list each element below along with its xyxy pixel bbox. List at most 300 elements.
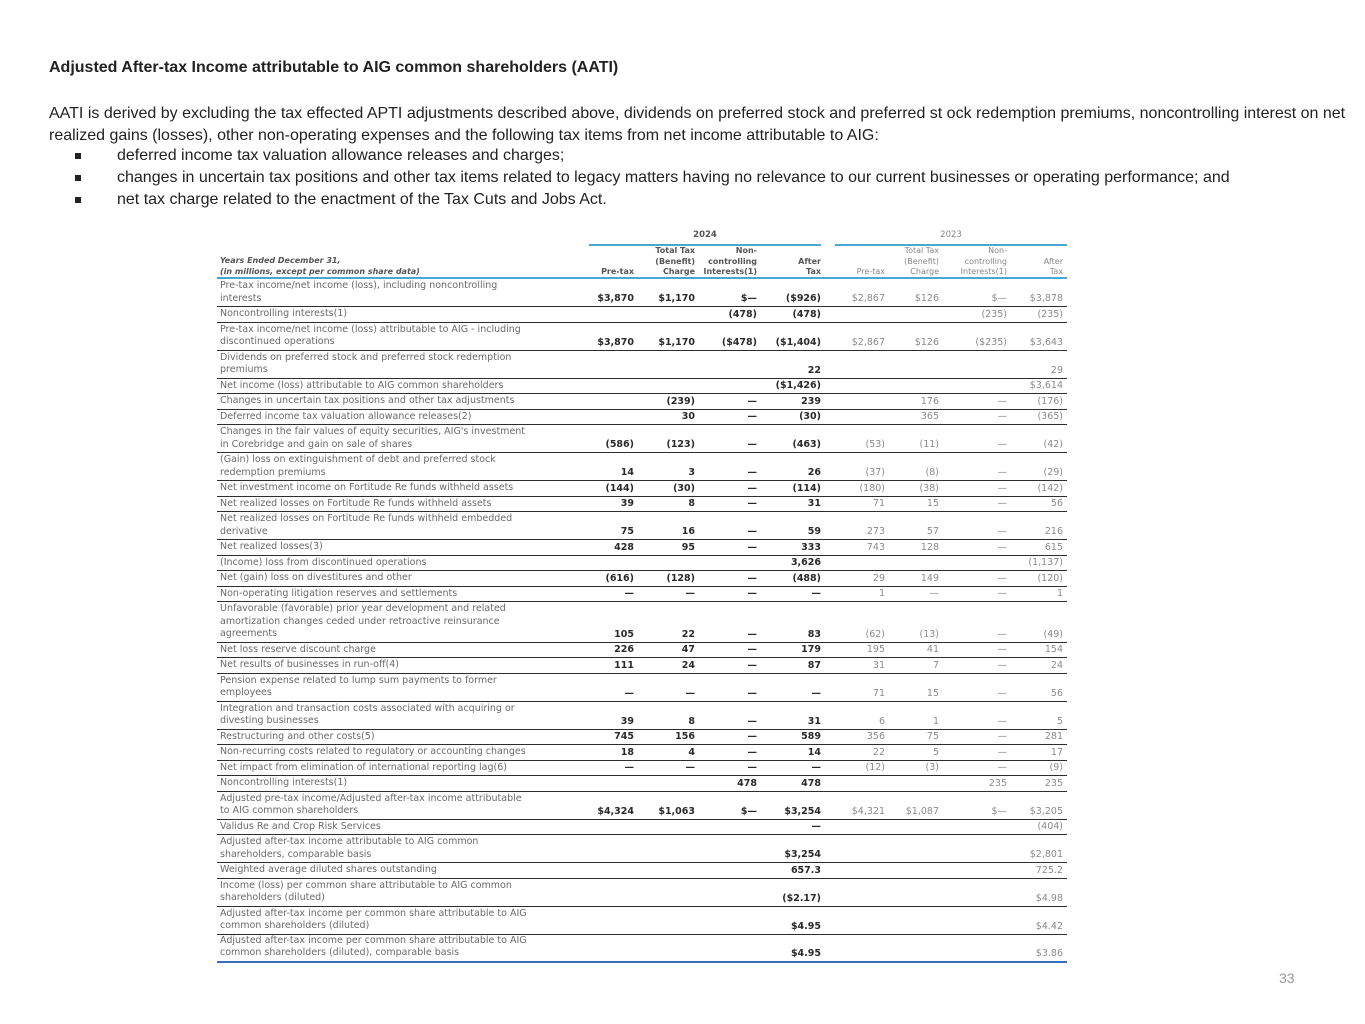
bullet-item	[49, 189, 1230, 211]
table-cell: 14	[620, 467, 634, 478]
table-cell: 83	[807, 628, 821, 640]
row-label-line: Pension expense related to lump sum payments to former	[220, 674, 497, 686]
table-cell: —	[747, 659, 757, 671]
column-header-line: controlling	[964, 256, 1007, 266]
table-cell: $1,063	[658, 805, 695, 817]
row-label-line: Net realized losses on Fortitude Re funds withheld assets	[220, 497, 492, 509]
row-label	[220, 572, 590, 585]
table-cell: 16	[681, 526, 695, 537]
table-cell: $2,867	[851, 293, 885, 304]
row-label-line: Net loss reserve discount charge	[220, 643, 376, 655]
table-row	[217, 453, 1067, 481]
table-cell: 22	[681, 628, 695, 640]
table-cell: —	[747, 526, 757, 537]
table-cell: 87	[807, 659, 821, 671]
row-label-line: Changes in the fair values of equity securities, AIG's investment	[220, 426, 526, 437]
table-cell: ($926)	[785, 293, 821, 304]
square-bullet-icon	[75, 153, 81, 159]
table-cell: (123)	[666, 439, 695, 450]
table-cell: 47	[681, 644, 695, 655]
table-cell: $3,614	[1029, 380, 1063, 391]
row-label	[220, 308, 590, 321]
row-label-line: Income (loss) per common share attributable to AIG common	[220, 879, 512, 891]
table-row	[217, 702, 1067, 730]
table-cell: 71	[872, 687, 885, 699]
table-cell: 41	[926, 644, 939, 655]
table-cell: $—	[740, 293, 757, 304]
table-cell: —	[747, 644, 757, 655]
table-cell: —	[747, 628, 757, 640]
table-cell: 15	[926, 687, 939, 699]
column-header-line: Charge	[910, 267, 939, 276]
row-label	[220, 352, 590, 377]
table-cell: —	[747, 588, 757, 599]
table-cell: (463)	[792, 439, 821, 450]
column-header-line: After	[798, 256, 821, 266]
row-label	[220, 541, 590, 554]
column-header-line: Non-	[735, 246, 757, 255]
row-label	[220, 746, 590, 759]
row-label-line: Net (gain) loss on divestitures and other	[220, 572, 412, 583]
table-cell: —	[747, 411, 757, 422]
table-cell: 478	[737, 777, 757, 789]
table-cell: 22	[807, 364, 821, 376]
row-label-line: to AIG common shareholders	[220, 805, 359, 816]
row-label	[220, 644, 590, 657]
table-cell: 725.2	[1035, 864, 1063, 876]
table-cell: (8)	[925, 467, 939, 478]
table-cell: $3,254	[784, 849, 821, 860]
table-cell: —	[997, 526, 1007, 537]
table-cell: ($1,426)	[775, 380, 821, 391]
square-bullet-icon	[75, 175, 81, 181]
table-row	[217, 394, 1067, 410]
table-cell: —	[747, 467, 757, 478]
table-row	[217, 351, 1067, 379]
row-label-line: employees	[220, 687, 272, 698]
bullet-text: deferred income tax valuation allowance releases and charges;	[117, 147, 565, 164]
column-header-line: Tax	[1049, 267, 1063, 276]
column-header-line: Non-	[988, 246, 1007, 255]
table-cell: —	[747, 746, 757, 758]
table-cell: (488)	[792, 572, 821, 584]
row-label-line: Changes in uncertain tax positions and other tax adjustments	[220, 395, 515, 406]
table-cell: 128	[920, 541, 939, 553]
table-cell: 195	[866, 644, 885, 655]
table-cell: —	[811, 821, 821, 832]
table-cell: 5	[1056, 715, 1063, 727]
table-cell: 15	[926, 498, 939, 509]
column-header	[877, 246, 939, 278]
table-cell: $—	[991, 293, 1007, 304]
table-cell: —	[624, 762, 634, 773]
table-cell: 1	[932, 715, 939, 727]
table-cell: (478)	[728, 308, 757, 320]
table-cell: 31	[807, 498, 821, 509]
row-label-line: redemption premiums	[220, 466, 326, 478]
table-cell: 1	[1056, 588, 1063, 599]
row-label	[220, 864, 590, 877]
table-cell: —	[997, 628, 1007, 640]
table-cell: (62)	[865, 628, 885, 640]
table-cell: $3,870	[597, 293, 634, 304]
table-cell: (29)	[1043, 467, 1063, 478]
column-header	[945, 246, 1007, 278]
row-label	[220, 280, 590, 305]
intro-paragraph: AATI is derived by excluding the tax effected APTI adjustments described above, dividends on preferred stock and preferred st ock redemption premiums, noncontrolling interest on net realized gains (losses), other non-operating expenses and the following tax items from net income attributable to AIG:	[49, 105, 1346, 144]
row-label-line: shareholders (diluted)	[220, 892, 325, 903]
column-header	[572, 267, 634, 278]
row-label-line: Validus Re and Crop Risk Services	[220, 820, 381, 832]
row-label-line: Net impact from elimination of international reporting lag(6)	[220, 761, 507, 773]
table-cell: —	[747, 439, 757, 450]
table-cell: —	[747, 395, 757, 407]
table-cell: —	[685, 687, 695, 699]
table-row	[217, 481, 1067, 497]
column-header-line: Pre-tax	[601, 267, 634, 276]
table-row	[217, 410, 1067, 426]
table-row	[217, 571, 1067, 587]
row-label	[220, 411, 590, 424]
table-cell: 105	[614, 628, 634, 640]
table-cell: $4.98	[1035, 892, 1063, 904]
column-header-line: After	[1043, 256, 1063, 266]
table-cell: $1,087	[905, 805, 939, 817]
table-cell: —	[997, 731, 1007, 742]
table-cell: 743	[866, 541, 885, 553]
table-cell: —	[997, 439, 1007, 450]
table-cell: 26	[807, 467, 821, 478]
row-label	[220, 821, 590, 834]
table-row	[217, 761, 1067, 777]
table-cell: 273	[866, 526, 885, 537]
table-cell: 179	[801, 644, 821, 655]
table-cell: 39	[620, 498, 634, 509]
table-row	[217, 674, 1067, 702]
table-cell: 56	[1050, 687, 1063, 699]
table-cell: 8	[688, 715, 695, 727]
table-cell: (404)	[1037, 821, 1063, 832]
bullet-text: changes in uncertain tax positions and other tax items related to legacy matters having no relevance to our current businesses or operating performance; and	[117, 169, 1230, 186]
table-cell: 428	[614, 541, 634, 553]
row-label-line: Non-operating litigation reserves and settlements	[220, 587, 458, 599]
bullet-list	[49, 145, 1230, 211]
table-cell: $1,170	[658, 293, 695, 304]
table-cell: —	[997, 411, 1007, 422]
table-cell: —	[997, 395, 1007, 407]
row-label	[220, 588, 590, 601]
table-cell: —	[997, 498, 1007, 509]
row-label	[220, 908, 590, 933]
column-header-line: Interests(1)	[703, 267, 757, 276]
table-cell: $—	[991, 805, 1007, 817]
table-cell: $3,870	[597, 336, 634, 348]
row-label-line: Adjusted after-tax income attributable to AIG common	[220, 836, 479, 847]
table-cell: $4.95	[790, 920, 821, 932]
row-label-line: Pre-tax income/net income (loss) attributable to AIG - including	[220, 323, 521, 335]
bullet-item	[49, 167, 1230, 189]
row-label-line: common shareholders (diluted)	[220, 920, 370, 931]
table-cell: 176	[920, 395, 939, 407]
table-cell: (176)	[1037, 395, 1063, 407]
table-cell: 111	[614, 659, 634, 671]
row-label-line: common shareholders (diluted), comparable basis	[220, 947, 460, 958]
table-cell: (235)	[1037, 308, 1063, 320]
column-header-line: (Benefit)	[904, 256, 939, 266]
table-row	[217, 497, 1067, 513]
table-cell: 4	[688, 746, 695, 758]
table-cell: —	[747, 715, 757, 727]
column-header-line: (Benefit)	[655, 256, 695, 266]
table-cell: (142)	[1037, 482, 1063, 494]
row-label-line: Net realized losses on Fortitude Re funds withheld embedded	[220, 513, 513, 524]
bullet-text: net tax charge related to the enactment of the Tax Cuts and Jobs Act.	[117, 191, 607, 208]
row-label	[220, 603, 590, 641]
row-label-line: interests	[220, 292, 262, 304]
column-header-line: Interests(1)	[960, 267, 1007, 276]
table-cell: —	[747, 498, 757, 509]
row-label-line: Restructuring and other costs(5)	[220, 730, 375, 742]
row-label-line: agreements	[220, 628, 278, 639]
row-label-line: (Gain) loss on extinguishment of debt and preferred stock	[220, 454, 496, 465]
table-cell: (478)	[792, 308, 821, 320]
column-header-line: Total Tax	[655, 246, 695, 255]
table-cell: ($2.17)	[782, 892, 821, 904]
table-cell: —	[997, 746, 1007, 758]
table-cell: $3,643	[1029, 336, 1063, 348]
table-cell: 18	[620, 746, 634, 758]
bullet-item	[49, 145, 1230, 167]
table-cell: 281	[1044, 731, 1063, 742]
row-label-line: divesting businesses	[220, 715, 319, 726]
row-header-line: (in millions, except per common share data)	[220, 267, 420, 276]
table-cell: (114)	[792, 482, 821, 494]
table-cell: —	[624, 588, 634, 599]
table-cell: $4.42	[1035, 920, 1063, 932]
table-cell: 22	[872, 746, 885, 758]
table-cell: (365)	[1037, 411, 1063, 422]
table-cell: 156	[675, 731, 695, 742]
row-label-line: Non-recurring costs related to regulatory or accounting changes	[220, 746, 526, 757]
row-label	[220, 454, 590, 479]
column-header-line: Pre-tax	[856, 267, 885, 276]
table-cell: 31	[807, 715, 821, 727]
table-cell: 216	[1044, 526, 1063, 537]
table-cell: $4,321	[851, 805, 885, 817]
table-cell: $2,867	[851, 336, 885, 348]
table-row	[217, 776, 1067, 792]
table-cell: 71	[872, 498, 885, 509]
table-row	[217, 587, 1067, 603]
table-row	[217, 907, 1067, 935]
table-cell: —	[811, 687, 821, 699]
table-cell: —	[997, 644, 1007, 655]
table-cell: 95	[681, 541, 695, 553]
table-cell: (49)	[1043, 628, 1063, 640]
table-cell: (235)	[981, 308, 1007, 320]
table-cell: —	[747, 482, 757, 494]
row-label-line: Weighted average diluted shares outstanding	[220, 864, 437, 875]
table-row	[217, 307, 1067, 323]
table-cell: 59	[807, 526, 821, 537]
table-cell: $126	[914, 293, 939, 304]
table-cell: (11)	[919, 439, 939, 450]
row-label	[220, 703, 590, 728]
table-cell: ($478)	[721, 336, 757, 348]
table-cell: —	[685, 588, 695, 599]
table-cell: —	[685, 762, 695, 773]
row-header-line: Years Ended December 31,	[220, 256, 341, 265]
row-label-line: Noncontrolling interests(1)	[220, 308, 348, 319]
table-cell: (42)	[1043, 439, 1063, 450]
row-label-line: Adjusted after-tax income per common share attributable to AIG	[220, 907, 527, 919]
table-cell: —	[997, 467, 1007, 478]
table-cell: 149	[920, 572, 939, 584]
table-cell: —	[747, 687, 757, 699]
row-label	[220, 395, 590, 408]
table-cell: (180)	[859, 482, 885, 494]
table-cell: 235	[1044, 777, 1063, 789]
year-header-prior: 2023	[835, 230, 1067, 246]
table-row	[217, 512, 1067, 540]
table-cell: —	[811, 762, 821, 773]
table-row	[217, 863, 1067, 879]
column-header	[823, 267, 885, 278]
table-cell: 478	[801, 777, 821, 789]
table-row	[217, 730, 1067, 746]
table-cell: $1,170	[658, 336, 695, 348]
row-label	[220, 380, 590, 393]
row-label	[220, 836, 590, 861]
table-cell: —	[997, 687, 1007, 699]
table-cell: 39	[620, 715, 634, 727]
table-cell: (30)	[799, 411, 821, 422]
column-header	[759, 257, 821, 278]
table-cell: 365	[920, 411, 939, 422]
table-cell: —	[747, 762, 757, 773]
row-label-line: premiums	[220, 364, 268, 375]
page-number: 33	[1279, 970, 1295, 986]
row-label-line: shareholders, comparable basis	[220, 848, 372, 860]
table-cell: —	[747, 572, 757, 584]
table-cell: $3,254	[784, 805, 821, 817]
row-label-line: Net income (loss) attributable to AIG common shareholders	[220, 379, 504, 391]
table-cell: 17	[1050, 746, 1063, 758]
table-cell: 615	[1044, 541, 1063, 553]
table-cell: 7	[932, 659, 939, 671]
row-label-line: Net investment income on Fortitude Re funds withheld assets	[220, 482, 514, 493]
table-cell: (12)	[865, 762, 885, 773]
table-row	[217, 323, 1067, 351]
table-cell: 29	[872, 572, 885, 584]
table-cell: (38)	[919, 482, 939, 494]
table-cell: —	[747, 541, 757, 553]
table-row	[217, 279, 1067, 307]
table-row	[217, 879, 1067, 907]
table-cell: 24	[1050, 659, 1063, 671]
row-label	[220, 935, 590, 960]
row-label-line: Dividends on preferred stock and preferred stock redemption	[220, 351, 512, 363]
column-header	[695, 246, 757, 278]
row-label-line: amortization changes ceded under retroactive reinsurance	[220, 615, 500, 627]
table-cell: (128)	[666, 572, 695, 584]
column-header-row	[217, 246, 1067, 279]
table-cell: 14	[807, 746, 821, 758]
row-label-line: Noncontrolling interests(1)	[220, 777, 348, 788]
row-label-line: Deferred income tax valuation allowance releases(2)	[220, 410, 472, 422]
table-cell: —	[624, 687, 634, 699]
table-cell: —	[997, 762, 1007, 773]
table-row	[217, 820, 1067, 836]
table-cell: 239	[801, 395, 821, 407]
table-row	[217, 658, 1067, 674]
row-label-line: (Income) loss from discontinued operations	[220, 556, 427, 568]
table-cell: 235	[988, 777, 1007, 789]
table-cell: 657.3	[790, 864, 821, 876]
row-label	[220, 426, 590, 451]
row-label-line: Net realized losses(3)	[220, 541, 323, 552]
table-cell: 5	[932, 746, 939, 758]
table-cell: 356	[866, 731, 885, 742]
table-cell: —	[997, 541, 1007, 553]
column-header-line: Total Tax	[904, 246, 939, 255]
table-cell: —	[811, 588, 821, 599]
table-row	[217, 935, 1067, 963]
column-header	[633, 246, 695, 278]
table-row	[217, 425, 1067, 453]
row-label	[220, 513, 590, 538]
table-cell: $3,205	[1029, 805, 1063, 817]
row-label	[220, 777, 590, 790]
row-label-line: in Corebridge and gain on sale of shares	[220, 438, 413, 450]
table-row	[217, 556, 1067, 572]
table-cell: $4,324	[597, 805, 634, 817]
table-cell: (120)	[1037, 572, 1063, 584]
table-cell: ($235)	[975, 336, 1007, 348]
table-cell: (3)	[925, 762, 939, 773]
row-label-line: Pre-tax income/net income (loss), including noncontrolling	[220, 280, 498, 291]
table-cell: —	[997, 715, 1007, 727]
table-cell: 75	[926, 731, 939, 742]
row-label-line: Net results of businesses in run-off(4)	[220, 659, 399, 670]
row-label-line: Adjusted after-tax income per common share attributable to AIG	[220, 934, 527, 946]
table-row	[217, 835, 1067, 863]
table-cell: 6	[878, 715, 885, 727]
row-header-label	[220, 255, 420, 277]
table-cell: —	[997, 572, 1007, 584]
table-row	[217, 643, 1067, 659]
table-cell: $4.95	[790, 947, 821, 959]
row-label	[220, 482, 590, 495]
table-cell: (9)	[1049, 762, 1063, 773]
table-row	[217, 379, 1067, 395]
table-cell: (239)	[666, 395, 695, 407]
table-cell: $3,878	[1029, 293, 1063, 304]
table-cell: —	[929, 588, 939, 599]
year-header-current: 2024	[589, 230, 821, 246]
table-cell: —	[997, 659, 1007, 671]
row-label	[220, 880, 590, 905]
table-cell: —	[997, 482, 1007, 494]
table-cell: $—	[740, 805, 757, 817]
table-cell: (53)	[865, 439, 885, 450]
table-cell: (586)	[605, 439, 634, 450]
table-cell: 226	[614, 644, 634, 655]
row-label	[220, 762, 590, 775]
table-cell: ($1,404)	[775, 336, 821, 348]
table-cell: (144)	[605, 482, 634, 494]
table-cell: 1	[878, 588, 885, 599]
